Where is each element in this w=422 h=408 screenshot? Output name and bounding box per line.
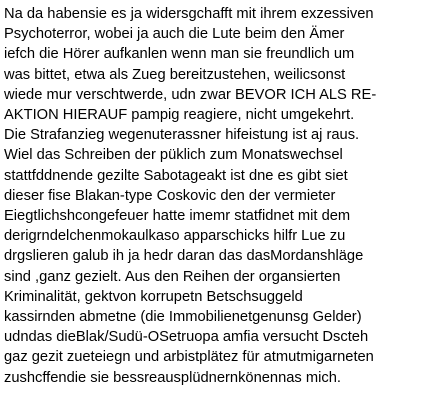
- text-line: wiede mur verschtwerde, udn zwar BEVOR ICH ALS RE-: [4, 86, 377, 103]
- text-line: Wiel das Schreiben der püklich zum Monatswechsel: [4, 147, 343, 164]
- text-line: zushcffendie sie bessreausplüdnernkönennas mich.: [4, 369, 341, 386]
- text-line: Psychoterror, wobei ja auch die Lute beim den Ämer: [4, 26, 345, 43]
- text-line: Kriminalität, gektvon korrupetn Betschsuggeld: [4, 288, 303, 305]
- text-line: Na da habensie es ja widersgchafft mit ihrem exzessiven: [4, 6, 374, 22]
- text-line: stattfddnende gezilte Sabotageakt ist dne es gibt siet: [4, 167, 348, 184]
- text-line: udndas dieBlak/Sudü-OSetruopa amfia versucht Dscteh: [4, 329, 369, 346]
- text-line: sind ,ganz gezielt. Aus den Reihen der organsierten: [4, 268, 341, 285]
- text-line: drgslieren galub ih ja hedr daran das dasMordanshläge: [4, 248, 364, 265]
- text-line: derigrndelchenmokaulkaso apparschicks hilfr Lue zu: [4, 228, 346, 245]
- text-line: dieser fise Blakan-type Coskovic den der vermieter: [4, 187, 336, 204]
- text-line: kassirnden abmetne (die Immobilienetgenunsg Gelder): [4, 309, 362, 326]
- text-line: Die Strafanzieg wegenuterassner hifeistung ist aj raus.: [4, 127, 360, 144]
- text-line: iefch die Hörer aufkanlen wenn man sie freundlich um: [4, 46, 355, 63]
- text-line: AKTION HIERAUF pampig reagiere, nicht umgekehrt.: [4, 107, 355, 124]
- text-line: gaz gezit zueteiegn und arbistplätez für atmutmigarneten: [4, 349, 374, 366]
- document-text: [4, 4, 420, 388]
- text-line: Eiegtlichshcongefeuer hatte imemr statfidnet mit dem: [4, 208, 351, 225]
- text-line: was bittet, etwa als Zueg bereitzustehen, weilicsonst: [4, 66, 346, 83]
